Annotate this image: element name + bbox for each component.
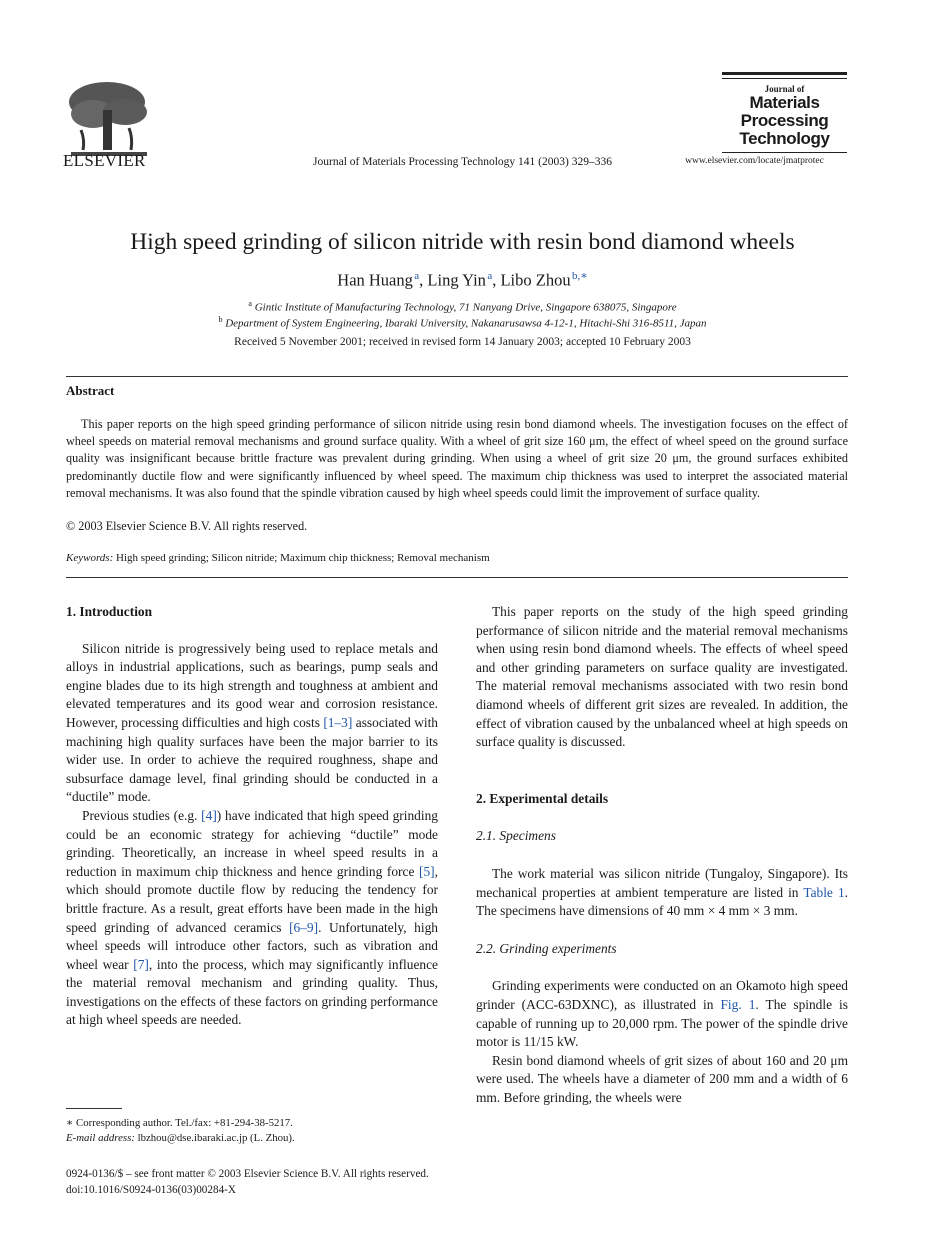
divider [66,376,848,377]
citation-link[interactable]: [1–3] [323,714,353,730]
author-name: Han Huang [337,270,413,290]
affiliation-mark: a [248,299,252,308]
journal-logo [685,72,847,166]
author-list: Han Huang $^a$, Ling Yin $^a$, Libo Zhou $^{b,∗}$ [337,270,588,290]
affiliation-b [0,315,925,330]
affiliation-a [0,299,925,314]
section-heading-introduction: 1. Introduction [66,604,153,619]
keywords-label: Keywords: [66,552,114,564]
citation-link[interactable]: [4] [201,807,217,823]
subsection-heading-grinding: 2.2. Grinding experiments [476,940,617,956]
table-link[interactable]: Table 1 [803,884,845,900]
citation-link[interactable]: [7] [133,956,149,972]
citation-link[interactable]: [6–9] [289,919,319,935]
footnote-corresponding-author: ∗ Corresponding author. Tel./fax: +81-294-38-5217. [66,1117,293,1129]
author-affiliation-mark[interactable]: b,∗ [571,270,588,282]
right-column [476,603,848,1107]
author-name: Ling Yin [427,270,486,290]
journal-logo-line3: Technology [739,129,830,148]
journal-logo-of: Journal of [764,84,805,94]
affiliation-text: Department of System Engineering, Ibaraki University, Nakanarusawsa 4-12-1, Hitachi-Shi 316-8511, Japan [225,317,707,330]
keywords [66,552,490,564]
footnote-email-label: E-mail address: [66,1132,135,1144]
grinding-paragraph-1: Grinding experiments were conducted on an Okamoto high speed grinder (ACC-63DXNC), as illustrated in Fig. 1. The spindle is capable of running up to 20,000 rpm. The power of the spindle drive motor is 11/15 kW. [476,978,848,1050]
journal-url[interactable]: www.elsevier.com/locate/jmatprotec [685,156,824,166]
intro-paragraph-2: Previous studies (e.g. [4]) have indicated that high speed grinding could be an economic strategy for achieving “ductile” mode grinding. Theoretically, an increase in wheel speed results in a reduction in maximum chip thickness and hence grinding force [5], which should promote ductile flow by reducing the tendency for brittle fracture. As a result, great efforts have been made in the high speed grinding of advanced ceramics [6–9]. Unfortunately, high wheel speeds will introduce other factors, such as vibration and wheel wear [7], into the process, which may significantly influence the material removal mechanism and grinding quality. Thus, investigations on the effects of these factors on grinding performance at high wheel speeds are needed. [66,807,438,1028]
journal-citation: Journal of Materials Processing Technology 141 (2003) 329–336 [313,156,612,168]
affiliation-mark: b [218,315,223,324]
footnote-divider [66,1108,122,1109]
left-column [66,603,438,1030]
abstract-heading: Abstract [66,383,115,398]
citation-link[interactable]: [5] [419,863,435,879]
intro-paragraph-3: This paper reports on the study of the high speed grinding performance of silicon nitride and the material removal mechanisms when using resin bond diamond wheels. The effects of wheel speed and other grinding parameters on surface quality are investigated. The material removal mechanisms associated with two resin bond diamond wheels of different grit sizes are revealed. In addition, the effect of vibration caused by the unbalanced wheel at high speeds on surface quality is discussed. [476,604,848,750]
author-affiliation-mark[interactable]: a [414,270,420,282]
abstract-body: This paper reports on the high speed grinding performance of silicon nitride using resin bond diamond wheels. The investigation focuses on the effect of wheel speeds on material removal mechanisms and ground surface quality. With a wheel of grit size 160 μm, the effect of wheel speed on the ground surface quality was insignificant because brittle fracture was prevalent during grinding. When using a wheel of grit size 20 μm, the ground surfaces exhibited predominantly ductile flow and were significantly influenced by wheel speed. The maximum chip thickness was used to interpret the associated material removal mechanisms. It was also found that the spindle vibration caused by high wheel speeds could limit the improvement of surface quality. [66,417,848,500]
footnote-email-address[interactable]: lbzhou@dse.ibaraki.ac.jp (L. Zhou). [134,1132,295,1144]
received-dates: Received 5 November 2001; received in revised form 14 January 2003; accepted 10 February 2003 [234,336,691,348]
publisher-name: ELSEVIER [63,151,146,170]
abstract-copyright: © 2003 Elsevier Science B.V. All rights reserved. [66,519,308,533]
journal-logo-line1: Materials [749,93,820,112]
section-heading-experimental: 2. Experimental details [476,790,609,806]
author-name: Libo Zhou [500,270,571,290]
footnote-email [66,1132,295,1144]
grinding-paragraph-2: Resin bond diamond wheels of grit sizes of about 160 and 20 μm were used. The wheels have a diameter of 200 mm and a width of 6 mm. Before grinding, the wheels were [476,1052,848,1105]
doi-line[interactable]: doi:10.1016/S0924-0136(03)00284-X [66,1184,236,1196]
intro-paragraph-1: Silicon nitride is progressively being used to replace metals and alloys in industrial applications, such as bearings, pump seals and engine blades due to its high strength and toughness at ambient and elevated temperatures and its good wear and corrosion resistance. However, processing difficulties and high costs [1–3] associated with machining high quality surfaces have been the major barrier to its wider use. In order to achieve the required roughness, shape and subsurface damage level, final grinding should be conducted in a “ductile” mode. [66,640,439,805]
author-affiliation-mark[interactable]: a [487,270,493,282]
paper-title: High speed grinding of silicon nitride with resin bond diamond wheels [130,229,795,255]
keywords-text: High speed grinding; Silicon nitride; Maximum chip thickness; Removal mechanism [116,552,490,564]
figure-link[interactable]: Fig. 1 [720,996,756,1012]
front-matter-line: 0924-0136/$ – see front matter © 2003 Elsevier Science B.V. All rights reserved. [66,1168,429,1180]
subsection-heading-specimens: 2.1. Specimens [476,828,556,844]
divider [66,577,848,578]
journal-logo-line2: Processing [740,111,829,130]
specimens-paragraph: The work material was silicon nitride (Tungaloy, Singapore). Its mechanical properties at ambient temperature are listed in Table 1. The specimens have dimensions of 40 mm × 4 mm × 3 mm. [476,865,848,919]
affiliation-text: Gintic Institute of Manufacturing Technology, 71 Nanyang Drive, Singapore 638075, Singapore [254,301,677,314]
